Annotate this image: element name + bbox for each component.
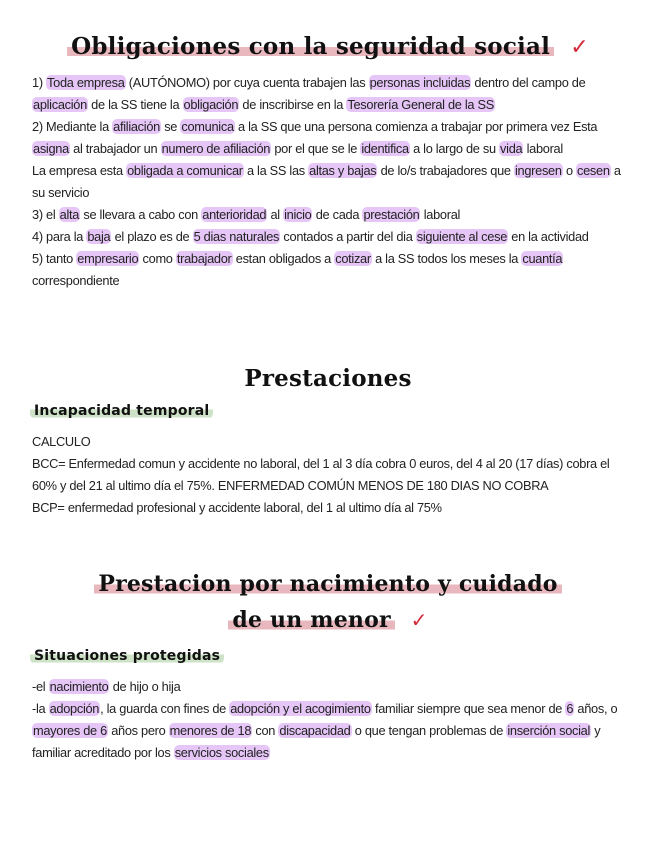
plain-text: 1) xyxy=(32,75,47,90)
plain-text: familiar siempre que sea menor de xyxy=(371,701,566,716)
plain-text: al xyxy=(267,207,284,222)
section-title-obligaciones xyxy=(0,30,656,65)
plain-text: de lo/s trabajadores que xyxy=(377,163,514,178)
plain-text: se xyxy=(160,119,181,134)
text-line xyxy=(32,72,636,116)
highlighted-text: prestación xyxy=(363,207,420,222)
plain-text: años pero xyxy=(107,723,169,738)
subtitle-situaciones-protegidas xyxy=(30,648,224,664)
text-line xyxy=(32,116,636,160)
plain-text: años, o xyxy=(574,701,618,716)
plain-text: , la guarda con fines de xyxy=(100,701,230,716)
highlighted-text: vida xyxy=(500,141,523,156)
text-line xyxy=(32,160,636,204)
highlighted-text: obligación xyxy=(183,97,239,112)
highlighted-text: empresario xyxy=(77,251,139,266)
obligaciones-text xyxy=(32,72,636,292)
highlighted-text: alta xyxy=(59,207,80,222)
highlighted-text: 5 dias naturales xyxy=(193,229,280,244)
plain-text: La empresa esta xyxy=(32,163,127,178)
plain-text: al trabajador un xyxy=(69,141,161,156)
plain-text: y familiar acreditado por los xyxy=(32,723,601,760)
plain-text: con xyxy=(252,723,279,738)
plain-text: laboral xyxy=(420,207,461,222)
situaciones-text xyxy=(32,676,636,764)
highlighted-text: numero de afiliación xyxy=(161,141,271,156)
highlighted-text: asigna xyxy=(33,141,69,156)
highlighted-text: obligada a comunicar xyxy=(127,163,243,178)
plain-text: como xyxy=(139,251,176,266)
section-title-nacimiento xyxy=(0,566,656,638)
plain-text: por el que se le xyxy=(271,141,361,156)
section-title-prestaciones xyxy=(0,362,656,396)
subtitle-incapacidad-temporal xyxy=(30,403,213,419)
plain-text: (AUTÓNOMO) por cuya cuenta trabajen las xyxy=(125,75,369,90)
highlighted-text: Tesorería General de la SS xyxy=(347,97,494,112)
plain-text: 3) el xyxy=(32,207,59,222)
highlighted-text: adopción xyxy=(49,701,100,716)
plain-text: de cada xyxy=(312,207,363,222)
plain-text: correspondiente xyxy=(32,273,120,288)
highlighted-text: trabajador xyxy=(176,251,232,266)
highlighted-text: servicios sociales xyxy=(174,745,269,760)
plain-text: CALCULO xyxy=(32,434,91,449)
text-line xyxy=(32,676,636,698)
plain-text: 4) para la xyxy=(32,229,87,244)
plain-text: a la SS las xyxy=(243,163,309,178)
plain-text: de inscribirse en la xyxy=(239,97,347,112)
highlighted-text: cuantía xyxy=(522,251,563,266)
plain-text: estan obligados a xyxy=(232,251,335,266)
highlighted-text: Toda empresa xyxy=(47,75,125,90)
highlighted-text: inserción social xyxy=(507,723,591,738)
incapacidad-text xyxy=(32,431,636,519)
highlighted-text: inicio xyxy=(284,207,312,222)
plain-text: 2) Mediante la xyxy=(32,119,113,134)
title-text-line2: de un menor xyxy=(228,607,394,633)
highlighted-text: cesen xyxy=(577,163,610,178)
highlighted-text: 6 xyxy=(566,701,574,716)
plain-text: de la SS tiene la xyxy=(87,97,183,112)
plain-text: a lo largo de su xyxy=(409,141,500,156)
plain-text: contados a partir del dia xyxy=(280,229,416,244)
plain-text: BCC= Enfermedad comun y accidente no laboral, del 1 al 3 día cobra 0 euros, del 4 al 20 (17 días) cobra el 60% y del 21 al ultimo día el 75%. ENFERMEDAD COMÚN MENOS DE 180 DIAS NO COBRA xyxy=(32,456,610,493)
plain-text: se llevara a cabo con xyxy=(80,207,202,222)
highlighted-text: cotizar xyxy=(335,251,371,266)
plain-text: 5) tanto xyxy=(32,251,77,266)
highlighted-text: menores de 18 xyxy=(169,723,252,738)
highlighted-text: altas y bajas xyxy=(309,163,377,178)
plain-text: el plazo es de xyxy=(111,229,193,244)
plain-text: -la xyxy=(32,701,49,716)
highlighted-text: anterioridad xyxy=(202,207,267,222)
highlighted-text: baja xyxy=(87,229,111,244)
plain-text: de hijo o hija xyxy=(109,679,181,694)
highlighted-text: identifica xyxy=(361,141,409,156)
highlighted-text: ingresen xyxy=(514,163,562,178)
plain-text: o que tengan problemas de xyxy=(351,723,507,738)
text-line xyxy=(32,453,636,497)
plain-text: laboral xyxy=(523,141,563,156)
highlighted-text: aplicación xyxy=(33,97,87,112)
plain-text: -el xyxy=(32,679,49,694)
text-line xyxy=(32,226,636,248)
plain-text: BCP= enfermedad profesional y accidente laboral, del 1 al ultimo día al 75% xyxy=(32,500,442,515)
plain-text: o xyxy=(562,163,577,178)
highlighted-text: nacimiento xyxy=(49,679,109,694)
plain-text: a su servicio xyxy=(32,163,621,200)
text-line xyxy=(32,248,636,292)
plain-text: en la actividad xyxy=(508,229,589,244)
highlighted-text: siguiente al cese xyxy=(416,229,508,244)
title-text: Prestaciones xyxy=(244,365,412,392)
subtitle-text: Situaciones protegidas xyxy=(30,648,224,664)
subtitle-text: Incapacidad temporal xyxy=(30,403,213,419)
highlighted-text: comunica xyxy=(181,119,234,134)
highlighted-text: afiliación xyxy=(113,119,160,134)
title-text-line1: Prestacion por nacimiento y cuidado xyxy=(94,571,561,597)
text-line xyxy=(32,497,636,519)
highlighted-text: discapacidad xyxy=(279,723,351,738)
text-line xyxy=(32,204,636,226)
title-text: Obligaciones con la seguridad social xyxy=(67,33,554,60)
check-mark-icon: ✓ xyxy=(570,35,589,60)
plain-text: a la SS todos los meses la xyxy=(371,251,522,266)
check-mark-icon: ✓ xyxy=(410,608,428,632)
plain-text: dentro del campo de xyxy=(471,75,586,90)
highlighted-text: personas incluidas xyxy=(369,75,471,90)
text-line xyxy=(32,698,636,764)
highlighted-text: mayores de 6 xyxy=(33,723,107,738)
plain-text: a la SS que una persona comienza a trabajar por primera vez Esta xyxy=(234,119,598,134)
text-line xyxy=(32,431,636,453)
highlighted-text: adopción y el acogimiento xyxy=(230,701,371,716)
